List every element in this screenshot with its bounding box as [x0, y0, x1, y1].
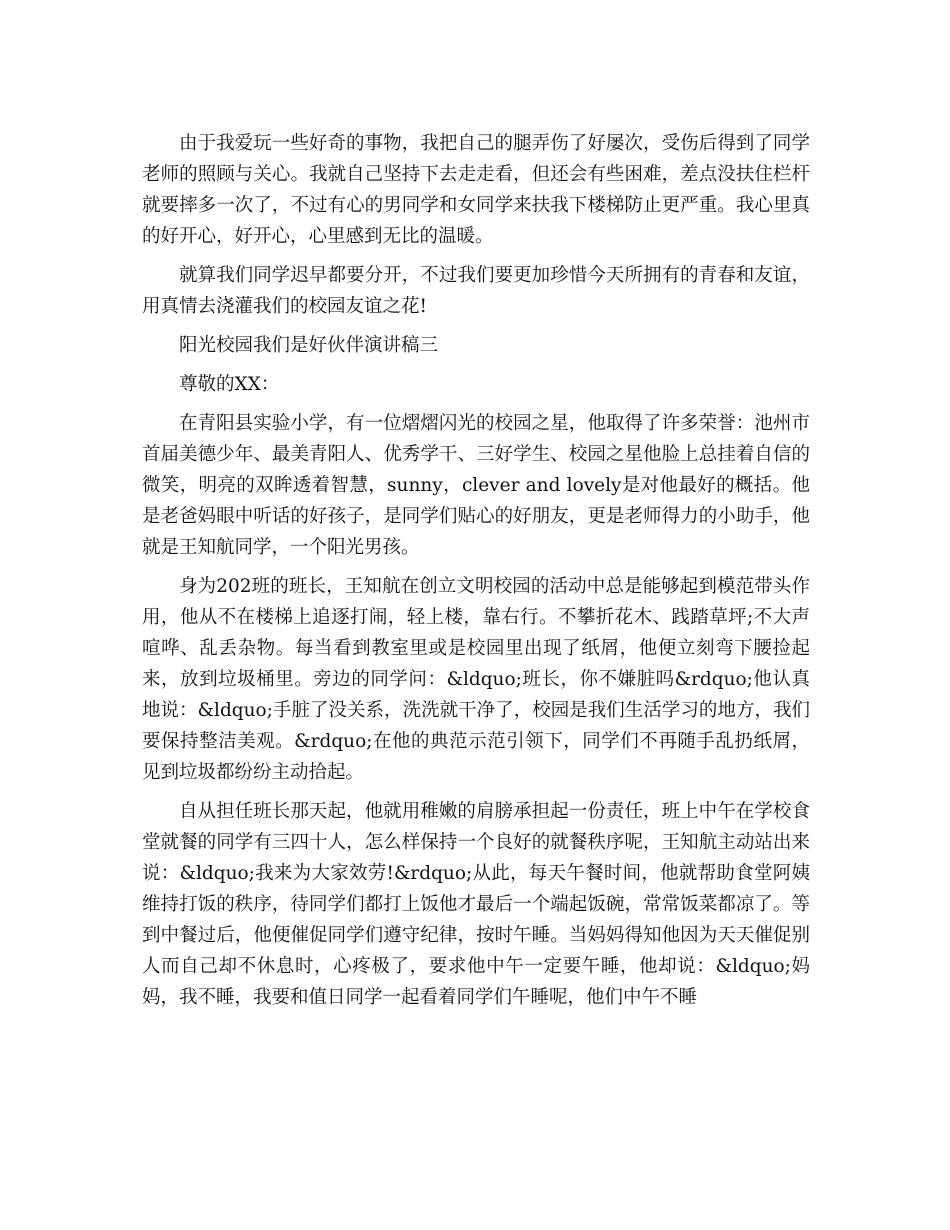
paragraph-friendship: 就算我们同学迟早都要分开，不过我们要更加珍惜今天所拥有的青春和友谊，用真情去浇灌我们的校园友谊之花! [142, 265, 810, 317]
paragraph-injury: 由于我爱玩一些好奇的事物，我把自己的腿弄伤了好屡次，受伤后得到了同学老师的照顾与关心。我就自己坚持下去走走看，但还会有些困难，差点没扶住栏杆就要摔多一次了，不过有心的男同学和女同学来扶我下楼梯防止更严重。我心里真的好开心，好开心，心里感到无比的温暖。 [142, 133, 810, 247]
document-page [142, 128, 810, 1021]
paragraph-school-star: 在青阳县实验小学，有一位熠熠闪光的校园之星，他取得了许多荣誉：池州市首届美德少年、最美青阳人、优秀学干、三好学生、校园之星他脸上总挂着自信的微笑，明亮的双眸透着智慧，sunny，clever and lovely是对他最好的概括。他是老爸妈眼中听话的好孩子，是同学们贴心的好朋友，更是老师得力的小助手，他就是王知航同学，一个阳光男孩。 [142, 413, 810, 558]
paragraph-class-monitor: 身为202班的班长，王知航在创立文明校园的活动中总是能够起到模范带头作用，他从不在楼梯上追逐打闹，轻上楼，靠右行。不攀折花木、践踏草坪;不大声喧哗、乱丢杂物。每当看到教室里或是校园里出现了纸屑，他便立刻弯下腰捡起来，放到垃圾桶里。旁边的同学问：&ldquo;班长，你不嫌脏吗&rdquo;他认真地说：&ldquo;手脏了没关系，洗洗就干净了，校园是我们生活学习的地方，我们要保持整洁美观。&rdquo;在他的典范示范引领下，同学们不再随手乱扔纸屑，见到垃圾都纷纷主动拾起。 [142, 576, 810, 783]
salutation: 尊敬的XX： [179, 374, 280, 395]
paragraph-responsibility: 自从担任班长那天起，他就用稚嫩的肩膀承担起一份责任，班上中午在学校食堂就餐的同学有三四十人，怎么样保持一个良好的就餐秩序呢，王知航主动站出来说：&ldquo;我来为大家效劳!&rdquo;从此，每天午餐时间，他就帮助食堂阿姨维持打饭的秩序，待同学们都打上饭他才最后一个端起饭碗，常常饭菜都凉了。等到中餐过后，他便催促同学们遵守纪律，按时午睡。当妈妈得知他因为天天催促别人而自己却不休息时，心疼极了，要求他中午一定要午睡，他却说：&ldquo;妈妈，我不睡，我要和值日同学一起看着同学们午睡呢，他们中午不睡 [142, 801, 810, 1008]
speech-title: 阳光校园我们是好伙伴演讲稿三 [179, 335, 439, 356]
